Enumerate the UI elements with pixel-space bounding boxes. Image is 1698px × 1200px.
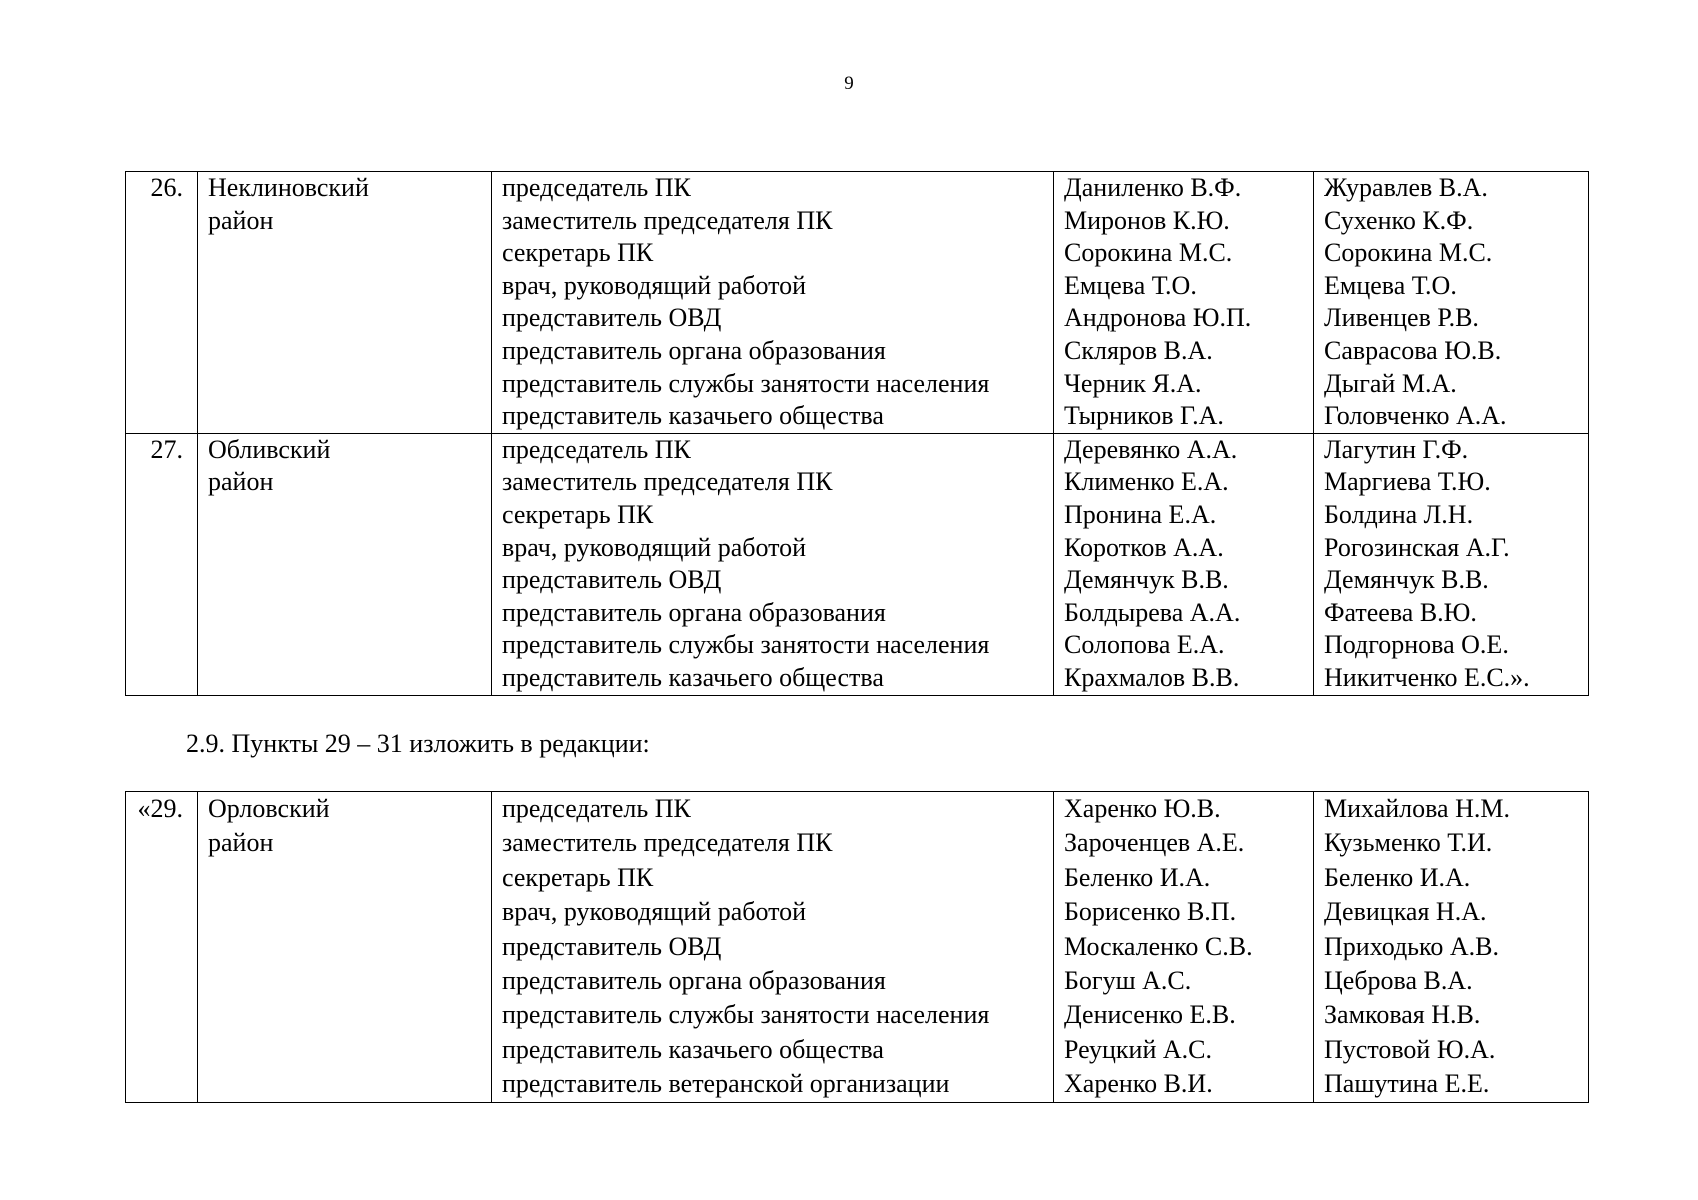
row-number: 26. (150, 173, 183, 202)
row-number-cell (126, 172, 198, 434)
reserve-member-name: Фатеева В.Ю. (1324, 597, 1477, 627)
member-name: Скляров В.А. (1064, 335, 1213, 365)
position-title: заместитель председателя ПК (502, 828, 833, 858)
member-name: Андронова Ю.П. (1064, 303, 1252, 333)
reserve-member-name: Болдина Л.Н. (1324, 499, 1474, 529)
member-name: Пронина Е.А. (1064, 499, 1217, 529)
member-name: Денисенко Е.В. (1064, 1000, 1236, 1030)
position-title: представитель казачьего общества (502, 401, 884, 431)
reserve-member-name: Лагутин Г.Ф. (1324, 434, 1469, 464)
position-title: председатель ПК (502, 173, 691, 202)
position-title: секретарь ПК (502, 238, 654, 268)
reserve-member-name: Саврасова Ю.В. (1324, 335, 1502, 365)
reserve-member-name: Пустовой Ю.А. (1324, 1034, 1496, 1064)
position-title: представитель казачьего общества (502, 1034, 884, 1064)
commission-table-2 (125, 791, 1589, 1103)
position-title: представитель службы занятости населения (502, 1000, 990, 1030)
position-title: представитель органа образования (502, 597, 886, 627)
position-title: секретарь ПК (502, 499, 654, 529)
commission-table-1 (125, 171, 1589, 696)
amendment-paragraph: 2.9. Пункты 29 – 31 изложить в редакции: (186, 729, 650, 758)
row-number: 27. (150, 434, 183, 464)
reserve-member-name: Ливенцев Р.В. (1324, 303, 1479, 333)
members-cell (1054, 792, 1314, 1103)
district-name: район (208, 205, 274, 235)
member-name: Беленко И.А. (1064, 862, 1211, 892)
position-title: представитель казачьего общества (502, 662, 884, 692)
reserve-member-name: Никитченко Е.С.». (1324, 662, 1530, 692)
member-name: Сорокина М.С. (1064, 238, 1233, 268)
position-title: представитель службы занятости населения (502, 630, 990, 660)
reserve-member-name: Рогозинская А.Г. (1324, 532, 1510, 562)
reserve-member-name: Приходько А.В. (1324, 931, 1499, 961)
position-title: председатель ПК (502, 434, 691, 464)
member-name: Богуш А.С. (1064, 965, 1192, 995)
reserve-member-name: Сухенко К.Ф. (1324, 205, 1474, 235)
table-row (126, 172, 1589, 434)
reserves-cell (1314, 172, 1589, 434)
position-title: представитель ОВД (502, 565, 722, 595)
member-name: Черник Я.А. (1064, 368, 1202, 398)
position-title: представитель ветеранской организации (502, 1069, 950, 1099)
member-name: Даниленко В.Ф. (1064, 173, 1242, 202)
positions-cell (492, 433, 1054, 695)
reserve-member-name: Замковая Н.В. (1324, 1000, 1481, 1030)
reserve-member-name: Головченко А.А. (1324, 401, 1507, 431)
position-title: заместитель председателя ПК (502, 205, 833, 235)
position-title: представитель органа образования (502, 335, 886, 365)
reserve-member-name: Пашутина Е.Е. (1324, 1069, 1490, 1099)
row-number: «29. (137, 794, 183, 823)
positions-cell (492, 792, 1054, 1103)
position-title: врач, руководящий работой (502, 897, 807, 927)
reserve-member-name: Михайлова Н.М. (1324, 794, 1510, 823)
reserve-member-name: Подгорнова О.Е. (1324, 630, 1509, 660)
reserves-cell (1314, 792, 1589, 1103)
member-name: Реуцкий А.С. (1064, 1034, 1213, 1064)
position-title: председатель ПК (502, 794, 691, 823)
member-name: Крахмалов В.В. (1064, 662, 1240, 692)
member-name: Зароченцев А.Е. (1064, 828, 1245, 858)
district-cell (198, 172, 492, 434)
position-title: представитель службы занятости населения (502, 368, 990, 398)
positions-cell (492, 172, 1054, 434)
reserve-member-name: Цеброва В.А. (1324, 965, 1473, 995)
row-number-cell (126, 433, 198, 695)
member-name: Тырников Г.А. (1064, 401, 1224, 431)
reserve-member-name: Демянчук В.В. (1324, 565, 1489, 595)
reserve-member-name: Беленко И.А. (1324, 862, 1471, 892)
page-number: 9 (844, 73, 854, 94)
member-name: Харенко В.И. (1064, 1069, 1213, 1099)
members-cell (1054, 433, 1314, 695)
table-row (126, 433, 1589, 695)
member-name: Болдырева А.А. (1064, 597, 1241, 627)
district-name: Орловский (208, 794, 330, 823)
member-name: Демянчук В.В. (1064, 565, 1229, 595)
district-name: Неклиновский (208, 173, 369, 202)
members-cell (1054, 172, 1314, 434)
position-title: представитель ОВД (502, 931, 722, 961)
position-title: врач, руководящий работой (502, 270, 807, 300)
position-title: представитель ОВД (502, 303, 722, 333)
member-name: Москаленко С.В. (1064, 931, 1253, 961)
reserve-member-name: Сорокина М.С. (1324, 238, 1493, 268)
district-cell (198, 433, 492, 695)
position-title: секретарь ПК (502, 862, 654, 892)
reserves-cell (1314, 433, 1589, 695)
member-name: Емцева Т.О. (1064, 270, 1197, 300)
member-name: Коротков А.А. (1064, 532, 1224, 562)
reserve-member-name: Емцева Т.О. (1324, 270, 1457, 300)
member-name: Солопова Е.А. (1064, 630, 1225, 660)
row-number-cell (126, 792, 198, 1103)
district-cell (198, 792, 492, 1103)
district-name: район (208, 828, 274, 858)
reserve-member-name: Девицкая Н.А. (1324, 897, 1487, 927)
member-name: Деревянко А.А. (1064, 434, 1238, 464)
reserve-member-name: Журавлев В.А. (1324, 173, 1488, 202)
position-title: заместитель председателя ПК (502, 467, 833, 497)
member-name: Миронов К.Ю. (1064, 205, 1230, 235)
member-name: Харенко Ю.В. (1064, 794, 1221, 823)
reserve-member-name: Кузьменко Т.И. (1324, 828, 1493, 858)
reserve-member-name: Дыгай М.А. (1324, 368, 1457, 398)
position-title: врач, руководящий работой (502, 532, 807, 562)
district-name: район (208, 467, 274, 497)
reserve-member-name: Маргиева Т.Ю. (1324, 467, 1491, 497)
position-title: представитель органа образования (502, 965, 886, 995)
table-row (126, 792, 1589, 1103)
district-name: Обливский (208, 434, 331, 464)
member-name: Клименко Е.А. (1064, 467, 1229, 497)
member-name: Борисенко В.П. (1064, 897, 1237, 927)
